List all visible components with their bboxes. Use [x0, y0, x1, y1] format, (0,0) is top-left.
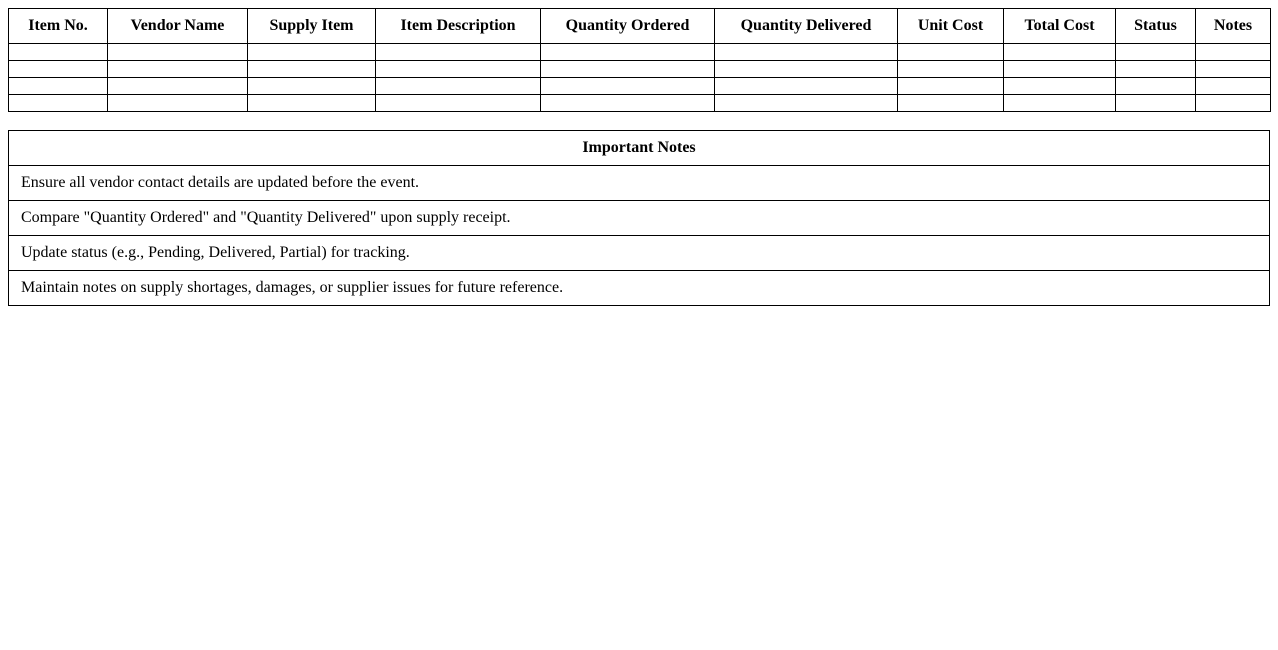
- table-cell[interactable]: [898, 95, 1004, 112]
- table-cell[interactable]: [108, 61, 248, 78]
- table-cell[interactable]: [1196, 61, 1271, 78]
- table-cell[interactable]: [541, 44, 715, 61]
- table-cell[interactable]: [1196, 78, 1271, 95]
- note-row: [9, 201, 1270, 236]
- column-header-vendor-name: Vendor Name: [108, 9, 248, 44]
- table-cell[interactable]: [376, 44, 541, 61]
- column-header-notes: Notes: [1196, 9, 1271, 44]
- column-header-item-description: Item Description: [376, 9, 541, 44]
- table-cell[interactable]: [376, 78, 541, 95]
- table-header-row: [9, 9, 1271, 44]
- table-cell[interactable]: [9, 44, 108, 61]
- table-cell[interactable]: [541, 61, 715, 78]
- note-row: [9, 271, 1270, 306]
- table-cell[interactable]: [108, 44, 248, 61]
- table-cell[interactable]: [9, 95, 108, 112]
- table-cell[interactable]: [1116, 95, 1196, 112]
- table-cell[interactable]: [108, 95, 248, 112]
- table-cell[interactable]: [248, 44, 376, 61]
- table-cell[interactable]: [715, 44, 898, 61]
- column-header-quantity-delivered: Quantity Delivered: [715, 9, 898, 44]
- important-notes-title: Important Notes: [9, 131, 1270, 166]
- table-cell[interactable]: [715, 61, 898, 78]
- table-cell[interactable]: [1116, 61, 1196, 78]
- note-row: [9, 236, 1270, 271]
- column-header-total-cost: Total Cost: [1004, 9, 1116, 44]
- column-header-quantity-ordered: Quantity Ordered: [541, 9, 715, 44]
- supply-tracker-table: [8, 8, 1271, 112]
- table-cell[interactable]: [715, 78, 898, 95]
- note-item: Maintain notes on supply shortages, damages, or supplier issues for future reference.: [9, 271, 1270, 306]
- table-cell[interactable]: [541, 95, 715, 112]
- table-cell[interactable]: [376, 61, 541, 78]
- table-cell[interactable]: [898, 44, 1004, 61]
- table-row: [9, 61, 1271, 78]
- table-cell[interactable]: [1116, 78, 1196, 95]
- note-item: Compare "Quantity Ordered" and "Quantity Delivered" upon supply receipt.: [9, 201, 1270, 236]
- table-cell[interactable]: [715, 95, 898, 112]
- column-header-unit-cost: Unit Cost: [898, 9, 1004, 44]
- table-cell[interactable]: [1196, 44, 1271, 61]
- notes-header-row: [9, 131, 1270, 166]
- table-row: [9, 95, 1271, 112]
- table-cell[interactable]: [898, 78, 1004, 95]
- table-cell[interactable]: [1004, 44, 1116, 61]
- column-header-status: Status: [1116, 9, 1196, 44]
- table-cell[interactable]: [1004, 61, 1116, 78]
- table-cell[interactable]: [248, 95, 376, 112]
- important-notes-table: [8, 130, 1270, 306]
- table-cell[interactable]: [376, 95, 541, 112]
- table-cell[interactable]: [248, 61, 376, 78]
- table-cell[interactable]: [1116, 44, 1196, 61]
- table-cell[interactable]: [541, 78, 715, 95]
- table-cell[interactable]: [1004, 78, 1116, 95]
- column-header-supply-item: Supply Item: [248, 9, 376, 44]
- column-header-item-no: Item No.: [9, 9, 108, 44]
- note-item: Update status (e.g., Pending, Delivered, Partial) for tracking.: [9, 236, 1270, 271]
- note-item: Ensure all vendor contact details are updated before the event.: [9, 166, 1270, 201]
- table-cell[interactable]: [9, 61, 108, 78]
- table-cell[interactable]: [1004, 95, 1116, 112]
- table-cell[interactable]: [898, 61, 1004, 78]
- table-cell[interactable]: [248, 78, 376, 95]
- table-row: [9, 44, 1271, 61]
- table-cell[interactable]: [9, 78, 108, 95]
- table-cell[interactable]: [1196, 95, 1271, 112]
- table-row: [9, 78, 1271, 95]
- note-row: [9, 166, 1270, 201]
- table-cell[interactable]: [108, 78, 248, 95]
